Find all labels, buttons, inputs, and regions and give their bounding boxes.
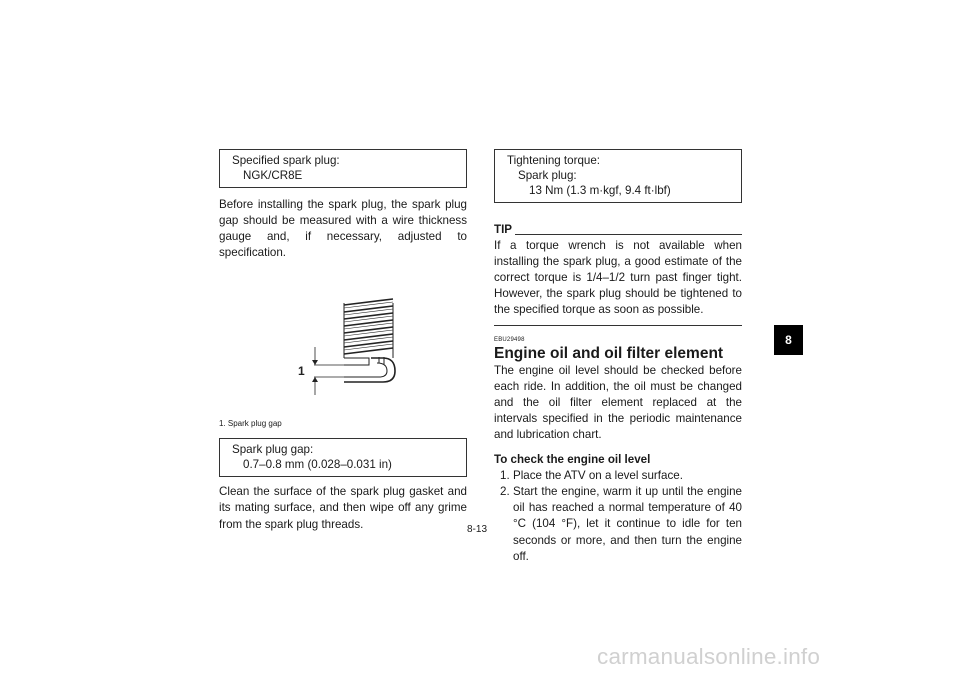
section-code: EBU29498 — [494, 336, 525, 343]
section-title: Engine oil and oil filter element — [494, 344, 724, 362]
figure-caption: 1. Spark plug gap — [219, 419, 282, 429]
step-text: Start the engine, warm it up until the engine oil has reached a normal temperature of 40 °C (104 °F), let it continue to idle for ten seconds or more, and then turn the engine off. — [513, 485, 742, 563]
chapter-tab: 8 — [774, 325, 803, 355]
section-intro: The engine oil level should be checked before each ride. In addition, the oil must be changed and the oil filter element replaced at the intervals specified in the periodic maintenance and lubrication chart. — [494, 363, 742, 441]
gap-spec-box — [219, 438, 467, 477]
gap-spec-value: 0.7–0.8 mm (0.028–0.031 in) — [243, 458, 392, 472]
spark-plug-illustration — [219, 261, 467, 417]
tip-paragraph: If a torque wrench is not available when installing the spark plug, a good estimate of the correct torque is 1/4–1/2 turn past finger tight. However, the spark plug should be tightened to the specified torque as soon as possible. — [494, 239, 742, 317]
gap-callout: 1 — [298, 364, 305, 379]
tip-rule — [515, 234, 742, 235]
spark-plug-spec-value: NGK/CR8E — [243, 169, 303, 182]
oil-level-subheading: To check the engine oil level — [494, 453, 651, 467]
list-item — [494, 468, 742, 484]
step-number: 2. — [500, 485, 510, 499]
spark-plug-figure — [219, 261, 467, 417]
gap-intro-paragraph: Before installing the spark plug, the spark plug gap should be measured with a wire thickness gauge and, if necessary, adjusted to specification. — [219, 198, 467, 260]
step-text: Place the ATV on a level surface. — [513, 469, 683, 483]
watermark: carmanualsonline.info — [597, 644, 821, 669]
torque-spec-box — [494, 149, 742, 203]
steps-list — [494, 468, 742, 565]
tip-heading: TIP — [494, 223, 513, 236]
right-column — [494, 149, 742, 565]
tip-end-rule — [494, 325, 742, 326]
list-item — [494, 484, 742, 564]
torque-spec-label: Tightening torque: — [507, 154, 601, 167]
spark-plug-spec-box — [219, 149, 467, 188]
tip-header — [494, 222, 742, 238]
torque-spec-sublabel: Spark plug: — [518, 169, 577, 182]
step-number: 1. — [500, 469, 510, 483]
left-column — [219, 149, 467, 533]
torque-spec-value: 13 Nm (1.3 m·kgf, 9.4 ft·lbf) — [529, 184, 671, 197]
gap-spec-label: Spark plug gap: — [232, 443, 314, 457]
spark-plug-spec-label: Specified spark plug: — [232, 154, 340, 167]
page-number: 8-13 — [467, 524, 488, 535]
clean-paragraph: Clean the surface of the spark plug gasket and its mating surface, and then wipe off any grime from the spark plug threads. — [219, 485, 467, 531]
